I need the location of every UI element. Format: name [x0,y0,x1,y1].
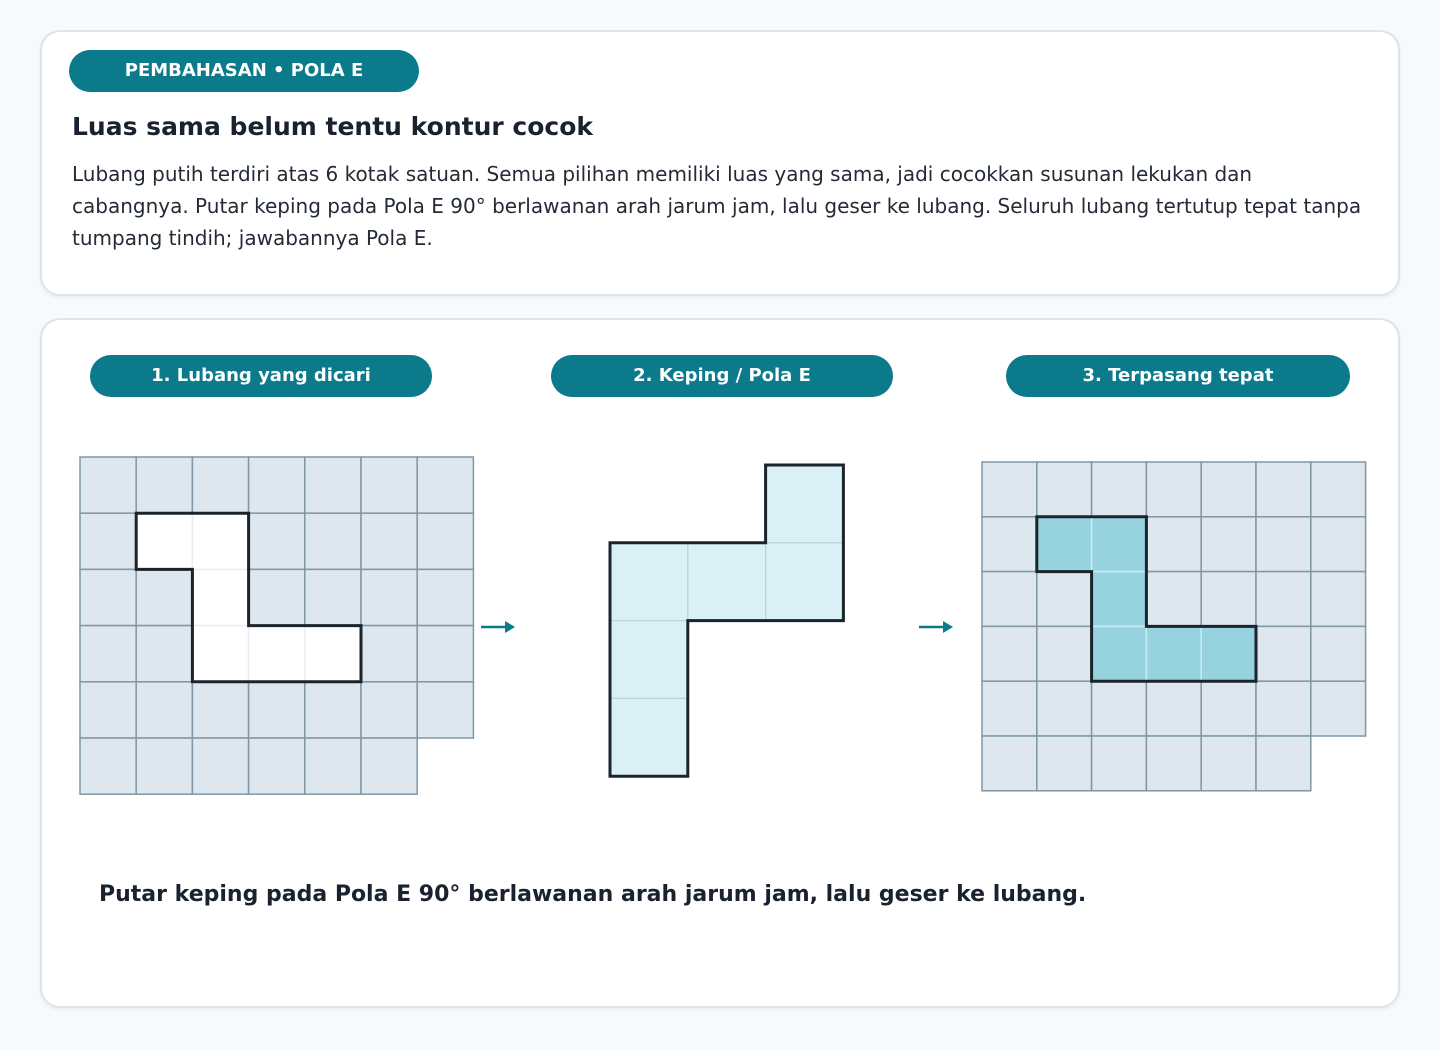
grid-cell [1092,736,1147,791]
explanation-title: Luas sama belum tentu kontur cocok [72,112,594,141]
grid-cell [1256,681,1311,736]
grid-cell [361,569,417,625]
diagram-caption: Putar keping pada Pola E 90° berlawanan arah jarum jam, lalu geser ke lubang. [99,882,1087,907]
piece-cell [610,621,688,699]
grid-cell [982,462,1037,517]
grid-cell [1092,462,1147,517]
hole-cell [192,513,248,569]
grid-cell [417,457,473,513]
grid-cell [1146,572,1201,627]
grid-cell [136,626,192,682]
arrow-head [505,621,515,633]
grid-cell [80,626,136,682]
grid-cell [1201,572,1256,627]
grid-cell [417,569,473,625]
grid-cell [305,682,361,738]
piece-cell [688,543,766,621]
grid-cell [417,626,473,682]
grid-cell [1146,462,1201,517]
placed-cell [1146,626,1201,681]
piece-cell [610,543,688,621]
hole-cell [305,626,361,682]
grid-cell [136,682,192,738]
grid-cell [1256,462,1311,517]
grid-cell [361,682,417,738]
grid-cell [982,572,1037,627]
grid-cell [1256,626,1311,681]
placed-cell [1092,626,1147,681]
grid-cell [417,682,473,738]
placed-cell [1092,517,1147,572]
grid-cell [1037,462,1092,517]
piece-cell [766,543,844,621]
hole-board [80,457,473,794]
grid-cell [80,513,136,569]
grid-cell [361,457,417,513]
diagram-card [40,318,1400,1008]
placed-cell [1201,626,1256,681]
grid-cell [1311,681,1366,736]
grid-cell [136,569,192,625]
step-3-label: 3. Terpasang tepat [1006,355,1350,397]
grid-cell [1256,517,1311,572]
piece-cell [766,465,844,543]
grid-cell [1311,517,1366,572]
arrow-right-icon [481,621,515,633]
hole-cell [136,513,192,569]
grid-cell [1311,462,1366,517]
placed-cell [1037,517,1092,572]
grid-cell [305,457,361,513]
grid-cell [249,569,305,625]
solution-diagram [42,320,1398,920]
grid-cell [80,738,136,794]
grid-cell [136,457,192,513]
grid-cell [1311,626,1366,681]
grid-cell [249,682,305,738]
grid-cell [80,569,136,625]
piece-pola-e [610,465,843,776]
grid-cell [80,457,136,513]
grid-cell [80,682,136,738]
arrow-head [943,621,953,633]
grid-cell [305,513,361,569]
grid-cell [192,738,248,794]
grid-cell [192,682,248,738]
grid-cell [1201,517,1256,572]
grid-cell [1037,681,1092,736]
grid-cell [982,736,1037,791]
grid-cell [249,457,305,513]
grid-cell [192,457,248,513]
step-2-label: 2. Keping / Pola E [551,355,893,397]
grid-cell [249,513,305,569]
arrow-right-icon [919,621,953,633]
grid-cell [1037,736,1092,791]
explanation-card [40,30,1400,296]
hole-cell [192,626,248,682]
placed-board [982,462,1366,791]
grid-cell [1146,736,1201,791]
hole-cell [192,569,248,625]
grid-cell [1037,572,1092,627]
explanation-text: Lubang putih terdiri atas 6 kotak satuan. Semua pilihan memiliki luas yang sama, jadi cocokkan susunan lekukan dan cabangnya. Putar keping pada Pola E 90° berlawanan arah jarum jam, lalu geser ke lubang. Seluruh lubang tertutup tepat tanpa tumpang tindih; jawabannya Pola E. [72,162,1362,250]
grid-cell [1092,681,1147,736]
grid-cell [249,738,305,794]
placed-cell [1092,572,1147,627]
grid-cell [1256,572,1311,627]
grid-cell [1311,572,1366,627]
grid-cell [1201,681,1256,736]
grid-cell [982,626,1037,681]
grid-cell [305,738,361,794]
piece-cell [610,698,688,776]
grid-cell [136,738,192,794]
grid-cell [417,513,473,569]
section-badge: PEMBAHASAN • POLA E [69,50,419,92]
grid-cell [982,517,1037,572]
grid-cell [982,681,1037,736]
grid-cell [1146,517,1201,572]
grid-cell [1201,736,1256,791]
grid-cell [305,569,361,625]
grid-cell [1146,681,1201,736]
grid-cell [361,626,417,682]
grid-cell [1201,462,1256,517]
grid-cell [361,513,417,569]
grid-cell [1256,736,1311,791]
hole-cell [249,626,305,682]
grid-cell [1037,626,1092,681]
step-1-label: 1. Lubang yang dicari [90,355,432,397]
grid-cell [361,738,417,794]
